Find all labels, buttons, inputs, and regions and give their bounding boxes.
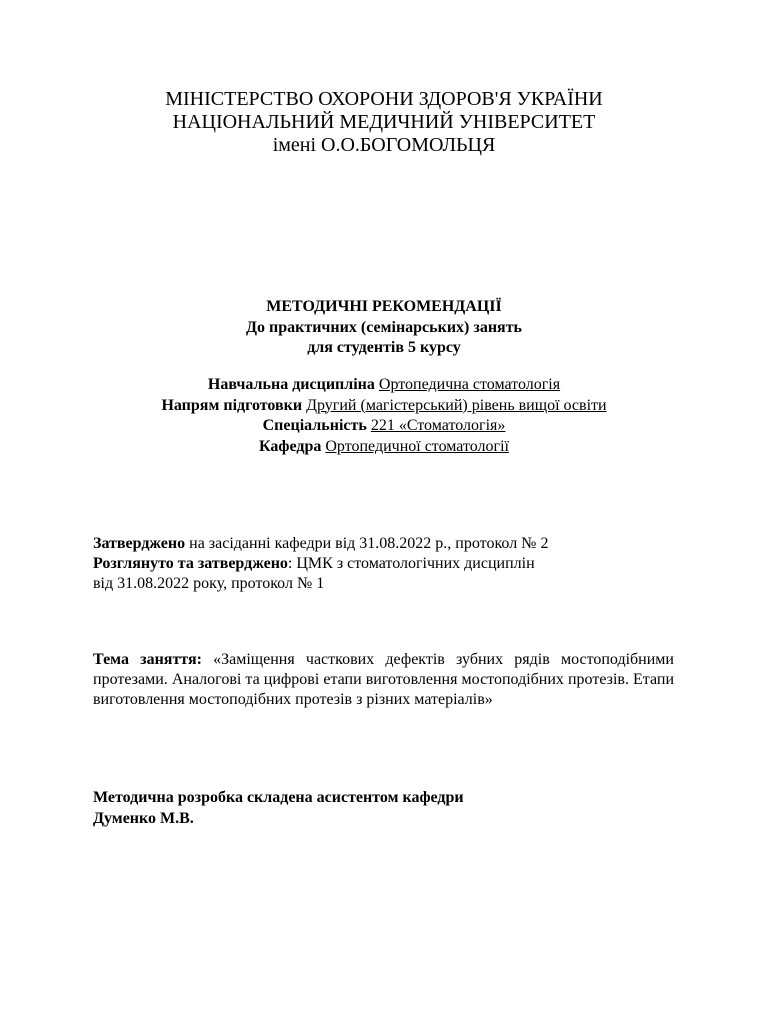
discipline-line — [0, 375, 768, 396]
direction-line — [0, 396, 768, 417]
document-audience: для студентів 5 курсу — [307, 339, 461, 356]
lesson-topic — [93, 650, 674, 710]
author-line-1: Методична розробка складена асистентом кафедри — [93, 789, 464, 806]
document-subtitle: До практичних (семінарських) занять — [245, 318, 523, 336]
university-name: НАЦІОНАЛЬНИЙ МЕДИЧНИЙ УНІВЕРСИТЕТ — [172, 111, 596, 133]
ministry-name: МІНІСТЕРСТВО ОХОРОНИ ЗДОРОВ'Я УКРАЇНИ — [165, 88, 603, 110]
document-title-block — [0, 297, 768, 359]
approved-line — [93, 534, 683, 554]
university-named-after: імені О.О.БОГОМОЛЬЦЯ — [272, 134, 496, 156]
document-title: МЕТОДИЧНІ РЕКОМЕНДАЦІЇ — [266, 298, 502, 315]
author-block — [93, 788, 683, 829]
topic-text: «Заміщення часткових дефектів зубних рядів мостоподібними протезами. Аналогові та цифрові етапи виготовлення мостоподібних протезів. Етапи виготовлення мостоподібних протезів з різних матеріалів» — [93, 651, 674, 708]
reviewed-text: : ЦМК з стоматологічних дисциплін — [287, 555, 535, 572]
approval-block — [93, 534, 683, 594]
department-value: Ортопедичної стоматології — [325, 437, 509, 455]
department-line — [0, 437, 768, 458]
discipline-label: Навчальна дисципліна — [207, 376, 375, 393]
reviewed-line — [93, 554, 683, 574]
approved-text: на засіданні кафедри від 31.08.2022 р., протокол № 2 — [185, 535, 549, 552]
department-label: Кафедра — [259, 437, 322, 455]
course-info-block — [0, 375, 768, 457]
specialty-label: Спеціальність — [262, 417, 367, 434]
specialty-value: 221 «Стоматологія» — [370, 417, 506, 434]
discipline-value: Ортопедична стоматологія — [378, 376, 561, 393]
topic-label: Тема заняття: — [93, 651, 202, 668]
direction-label: Напрям підготовки — [161, 396, 303, 414]
direction-value: Другий (магістерський) рівень вищої освіти — [306, 396, 607, 414]
specialty-line — [0, 416, 768, 437]
author-name: Думенко М.В. — [93, 809, 194, 827]
reviewed-label: Розглянуто та затверджено — [93, 555, 288, 572]
reviewed-line-2: від 31.08.2022 року, протокол № 1 — [93, 575, 325, 592]
approved-label: Затверджено — [93, 535, 186, 552]
document-header — [0, 88, 768, 157]
